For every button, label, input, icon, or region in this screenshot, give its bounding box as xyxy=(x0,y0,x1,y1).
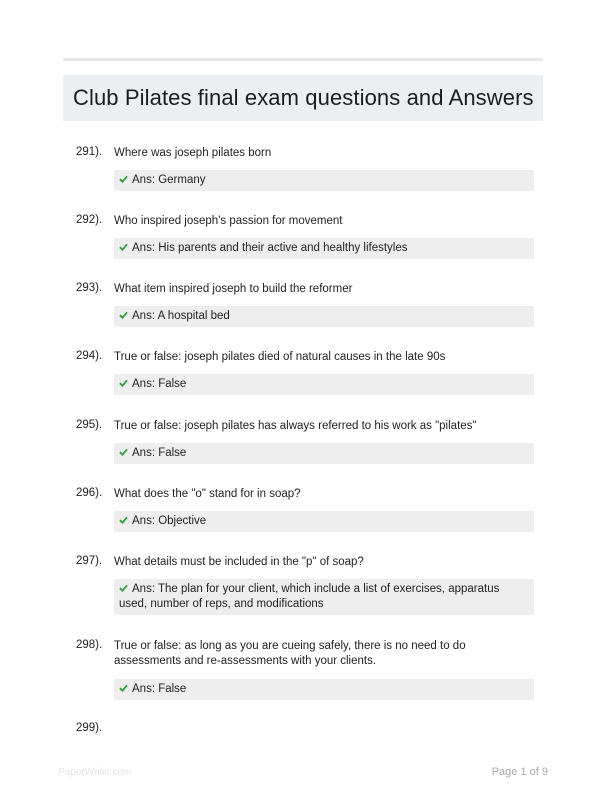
check-icon xyxy=(119,683,128,693)
check-icon xyxy=(119,583,128,593)
check-icon xyxy=(119,378,128,388)
question-text: Who inspired joseph's passion for movement xyxy=(114,215,343,227)
answer-box xyxy=(114,679,534,700)
question-text: What details must be included in the "p" of soap? xyxy=(114,556,364,568)
question-number: 291). xyxy=(76,146,103,158)
answer-text: Ans: False xyxy=(132,683,187,695)
footer-watermark: PaperWritic.com xyxy=(58,767,132,778)
check-icon xyxy=(119,242,128,252)
check-icon xyxy=(119,174,128,184)
answer-box xyxy=(114,306,534,327)
answer-text: Ans: Objective xyxy=(132,515,207,527)
answer-text: Ans: A hospital bed xyxy=(132,310,230,322)
question-text: What does the "o" stand for in soap? xyxy=(114,488,301,500)
answer-box xyxy=(114,511,534,532)
answer-text: Ans: His parents and their active and healthy lifestyles xyxy=(132,242,408,254)
answer-box xyxy=(114,579,534,615)
answer-box xyxy=(114,443,534,464)
answer-text: Ans: The plan for your client, which include a list of exercises, apparatus used, number of reps, and modifications xyxy=(119,583,500,610)
answer-text: Ans: False xyxy=(132,378,187,390)
question-number: 299). xyxy=(76,722,103,734)
question-text: True or false: joseph pilates died of natural causes in the late 90s xyxy=(114,351,446,363)
check-icon xyxy=(119,447,128,457)
question-text: True or false: joseph pilates has always referred to his work as "pilates" xyxy=(114,420,477,432)
question-number: 295). xyxy=(76,419,103,431)
check-icon xyxy=(119,310,128,320)
answer-text: Ans: Germany xyxy=(132,174,206,186)
question-number: 297). xyxy=(76,555,103,567)
answer-box xyxy=(114,374,534,395)
answer-box xyxy=(114,238,534,259)
question-number: 296). xyxy=(76,487,103,499)
top-rule xyxy=(63,58,543,61)
page-number: Page 1 of 9 xyxy=(491,766,548,778)
check-icon xyxy=(119,515,128,525)
answer-text: Ans: False xyxy=(132,447,187,459)
question-text: What item inspired joseph to build the reformer xyxy=(114,283,353,295)
question-number: 298). xyxy=(76,639,103,651)
question-text: True or false: as long as you are cueing safely, there is no need to do assessments and re-assessments with your clients. xyxy=(114,640,466,667)
question-number: 293). xyxy=(76,282,103,294)
title-banner xyxy=(63,75,543,121)
question-text: Where was joseph pilates born xyxy=(114,147,272,159)
answer-box xyxy=(114,170,534,191)
question-number: 292). xyxy=(76,214,103,226)
question-number: 294). xyxy=(76,350,103,362)
page-title: Club Pilates final exam questions and Answers xyxy=(73,85,534,110)
